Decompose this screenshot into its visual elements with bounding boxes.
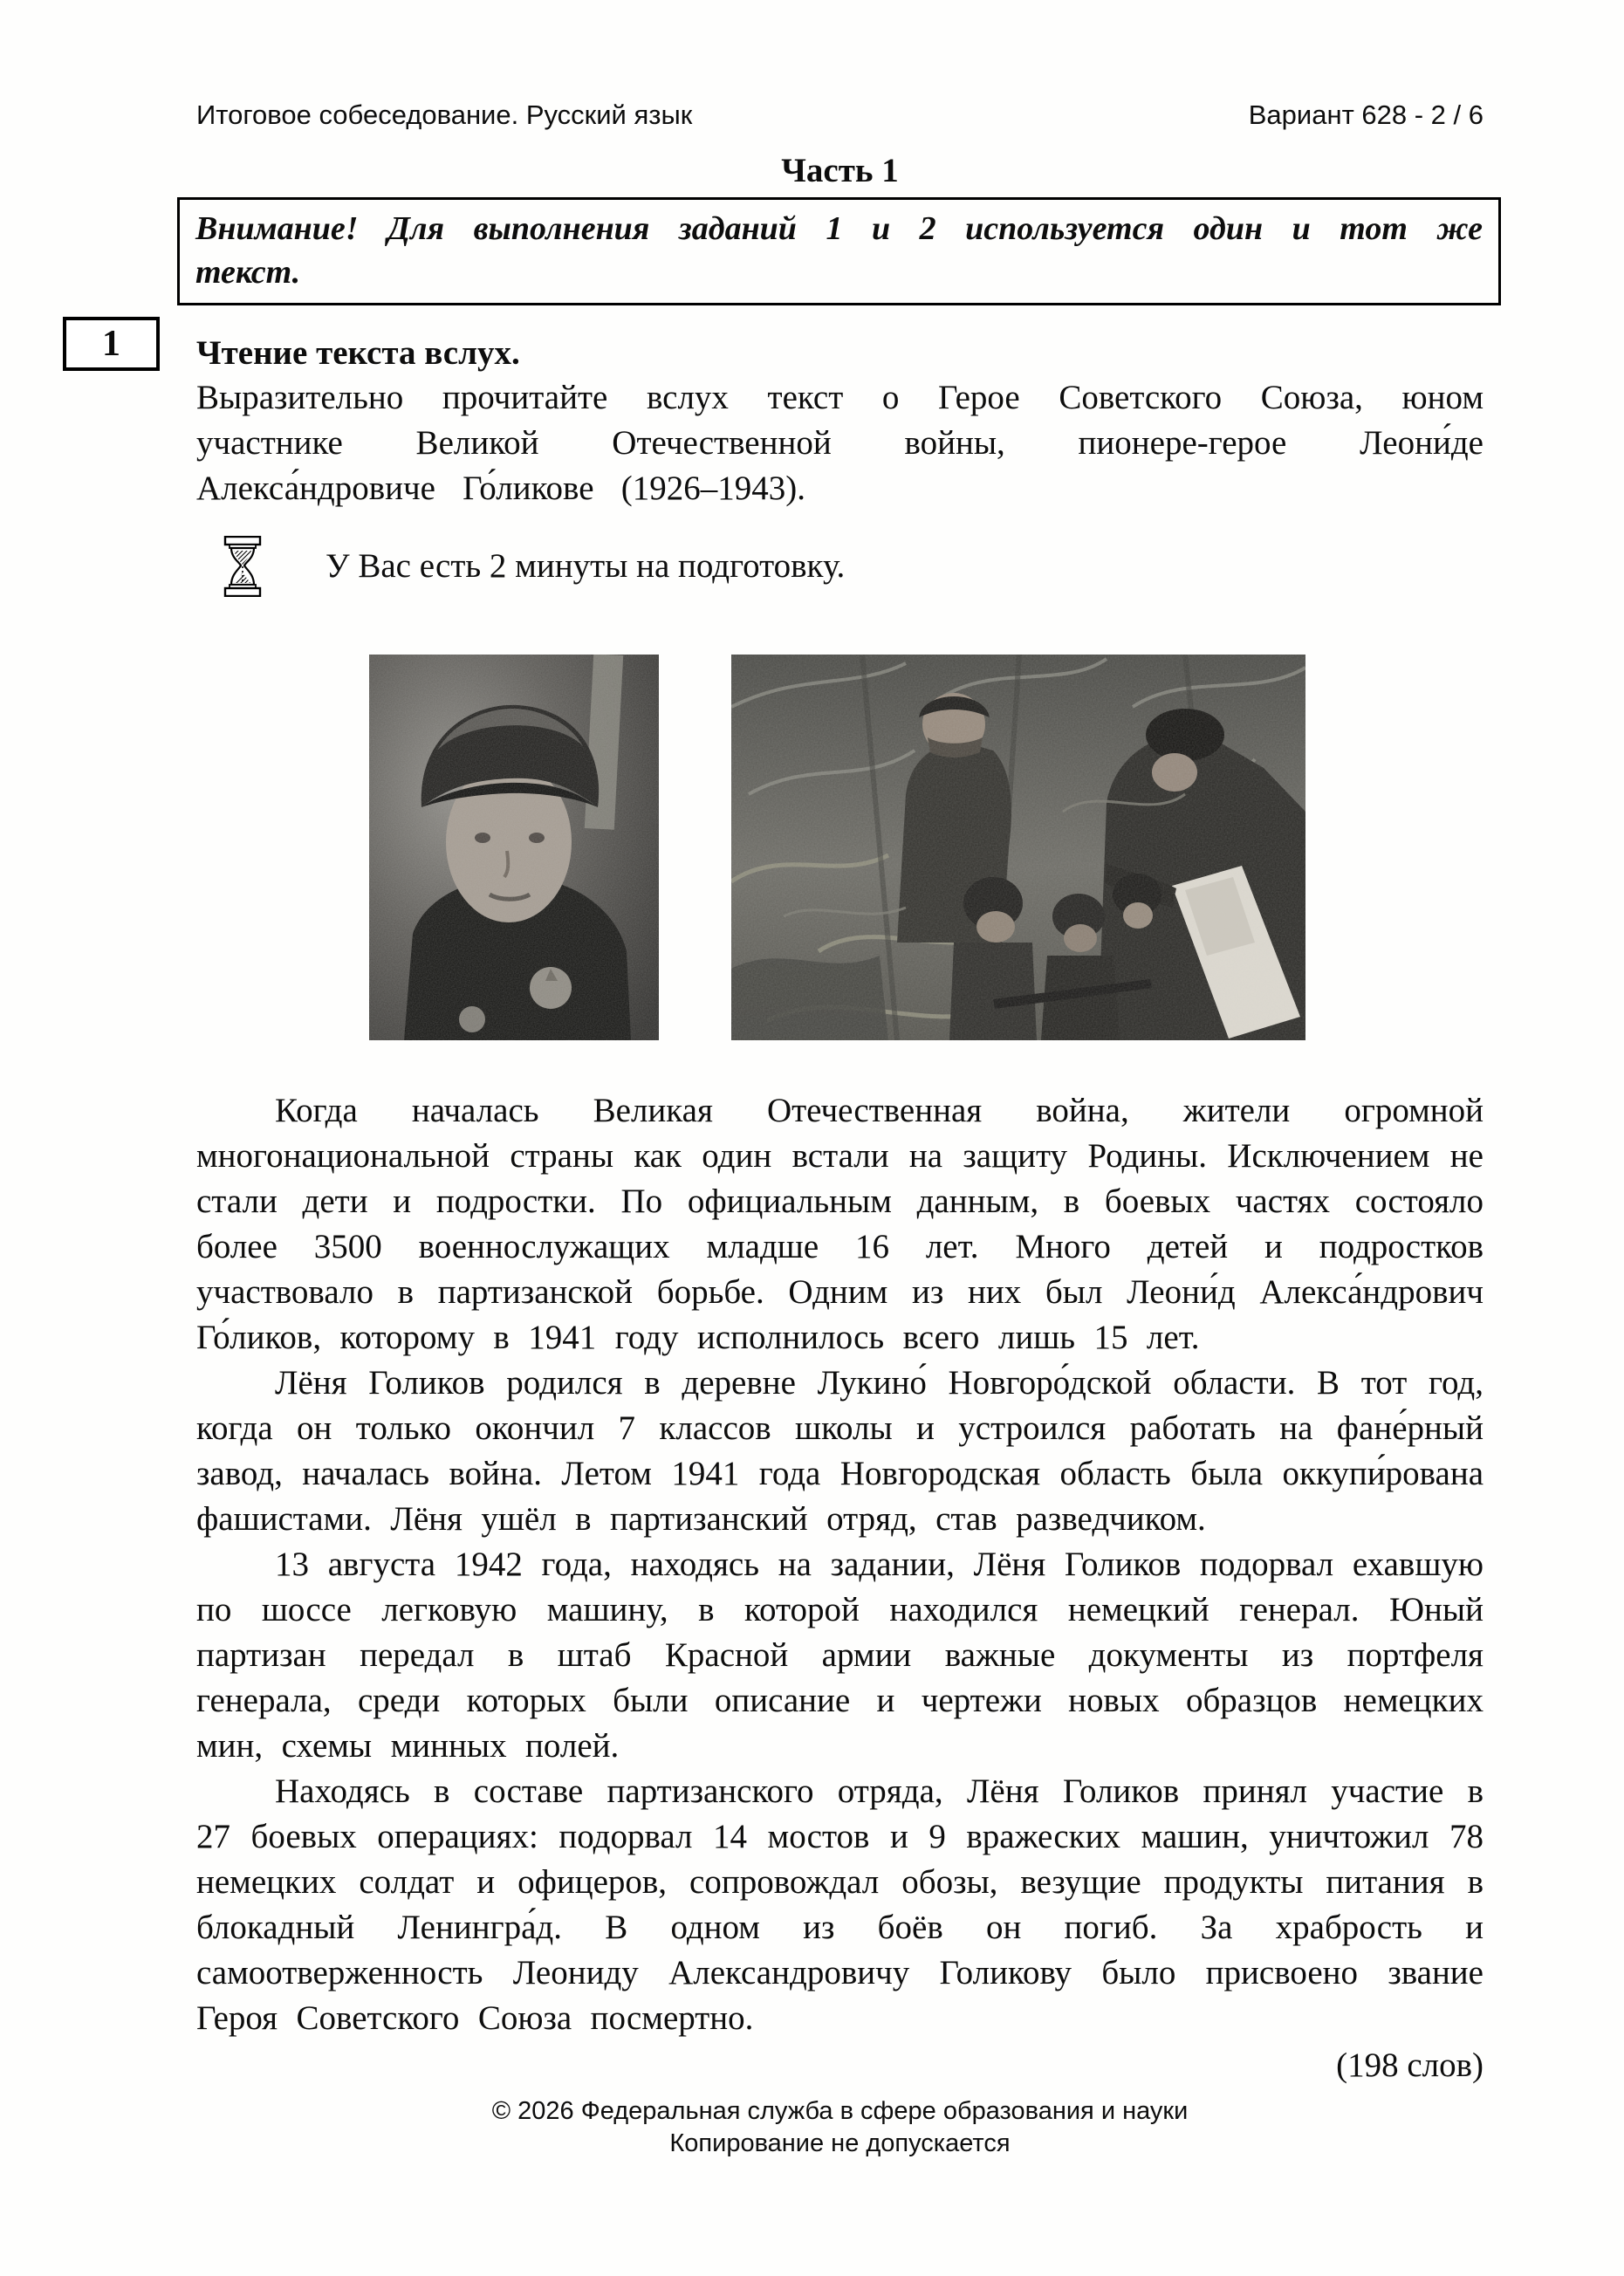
reading-text <box>196 1088 1484 2041</box>
task-number-box <box>63 317 160 371</box>
reading-paragraph: Когда началась Великая Отечественная война, жители огромной многонациональной страны как один встали на защиту Родины. Исключением не стали дети и подростки. По официальным данным, в боевых частях состояло более 3500 военнослужащих младше 16 лет. Много детей и подростков участвовало в партизанской борьбе. Одним из них был Леони́д Алекса́ндрович Го́ликов, которому в 1941 году исполнилось всего лишь 15 лет. <box>196 1092 1484 1356</box>
timer-row <box>196 536 1484 597</box>
timer-text: У Вас есть 2 минуты на подготовку. <box>325 547 846 585</box>
photos-row <box>196 655 1484 1040</box>
footer-copyright: © 2026 Федеральная служба в сфере образования и науки <box>491 2097 1189 2125</box>
footer-no-copy: Копирование не допускается <box>669 2129 1011 2157</box>
attention-notice: Внимание! Для выполнения заданий 1 и 2 используется один и тот же текст. <box>177 197 1501 305</box>
page-content <box>196 0 1484 2160</box>
reading-paragraph: 13 августа 1942 года, находясь на задании, Лёня Голиков подорвал ехавшую по шоссе легковую машину, в которой находился немецкий генерал. Юный партизан передал в штаб Красной армии важные документы из портфеля генерала, среди которых были описание и чертежи новых образцов немецких мин, схемы минных полей. <box>196 1546 1484 1765</box>
word-count: (198 слов) <box>1336 2046 1484 2084</box>
page-header <box>196 99 1484 131</box>
header-subject: Итоговое собеседование. Русский язык <box>196 99 693 130</box>
reading-paragraph: Лёня Голиков родился в деревне Лукино́ Новгоро́дской области. В тот год, когда он только окончил 7 классов школы и устроился работать на фане́рный завод, началась война. Летом 1941 года Новгородская область была оккупи́рована фашистами. Лёня ушёл в партизанский отряд, став разведчиком. <box>196 1364 1484 1538</box>
header-variant: Вариант 628 - 2 / 6 <box>1248 99 1484 130</box>
reading-paragraph: Находясь в составе партизанского отряда, Лёня Голиков принял участие в 27 боевых операциях: подорвал 14 мостов и 9 вражеских машин, уничтожил 78 немецких солдат и офицеров, сопровождал обозы, везущие продукты питания в блокадный Ленингра́д. В одном из боёв он погиб. За храбрость и самоотверженность Леониду Александровичу Голикову было присвоено звание Героя Советского Союза посмертно. <box>196 1772 1484 2037</box>
hourglass-icon <box>223 536 263 597</box>
task-instruction: Выразительно прочитайте вслух текст о Герое Советского Союза, юном участнике Великой Отечественной войны, пионере-герое Леони́де Алекса́ндровиче Го́ликове (1926–1943). <box>196 379 1484 507</box>
photo-partisans-group <box>731 655 1305 1040</box>
task-number: 1 <box>102 324 120 364</box>
page-footer <box>196 2095 1484 2160</box>
photo-portrait-golikov <box>369 655 659 1040</box>
task-title: Чтение текста вслух. <box>196 334 520 372</box>
part-title: Часть 1 <box>781 152 899 189</box>
